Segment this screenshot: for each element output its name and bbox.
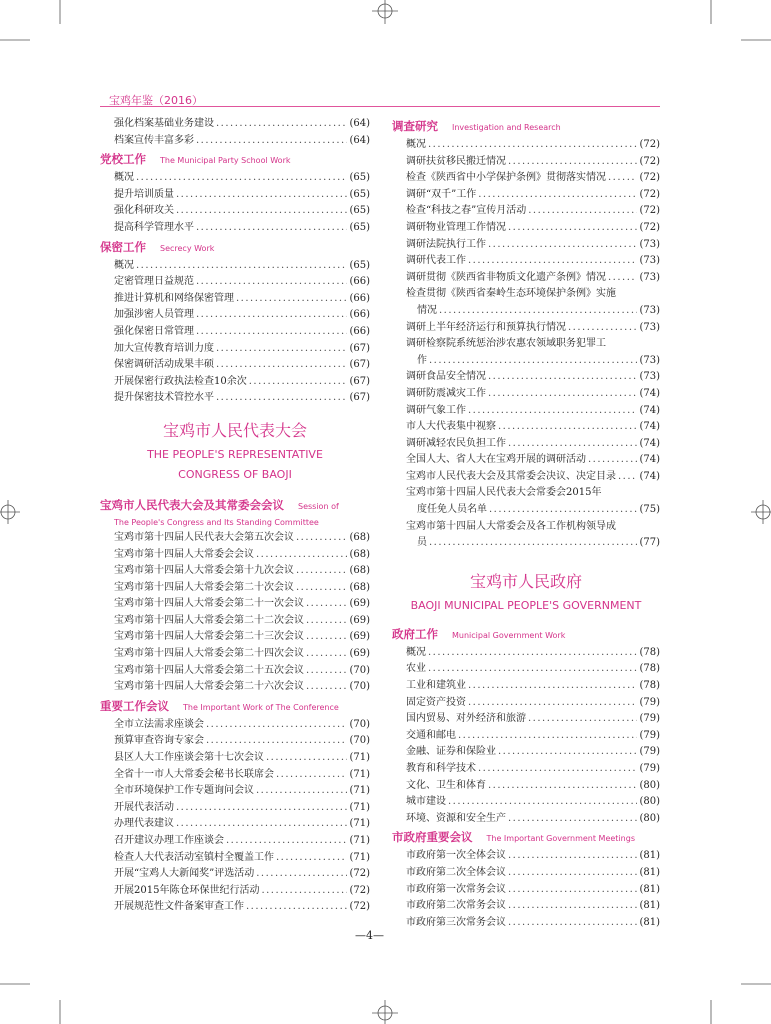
- toc-entry-wrapped[interactable]: 宝鸡市第十四届人大常委会及各工作机构领导成: [406, 520, 616, 532]
- toc-entry[interactable]: 宝鸡市第十四届人大常委会第十九次会议 ..... (68): [100, 563, 370, 580]
- toc-entry[interactable]: 金融、证券和保险业 ..... (79): [392, 744, 660, 761]
- running-header: 宝鸡年鉴（2016）: [109, 94, 203, 107]
- toc-entry[interactable]: 调研“双千”工作 ..... (72): [392, 187, 660, 204]
- toc-entry[interactable]: 宝鸡市第十四届人大常委会第二十三次会议 ..... (69): [100, 629, 370, 646]
- part-title-zh: 宝鸡市人民代表大会: [162, 420, 307, 440]
- toc-entry[interactable]: 城市建设 ..... (80): [392, 794, 660, 811]
- toc-entry[interactable]: 强化科研攻关 ..... (65): [100, 203, 370, 220]
- toc-entry[interactable]: 全省十一市人大常委会秘书长联席会 ..... (71): [100, 767, 370, 784]
- toc-entry[interactable]: 县区人大工作座谈会第十七次会议 ..... (71): [100, 750, 370, 767]
- toc-entry[interactable]: 市政府第二次常务会议 ..... (81): [392, 898, 660, 915]
- toc-entry[interactable]: 开展2015年陈仓环保世纪行活动 ..... (72): [100, 883, 370, 900]
- toc-entry[interactable]: 市政府第一次常务会议 ..... (81): [392, 882, 660, 899]
- toc-entry[interactable]: 市政府第三次常务会议 ..... (81): [392, 915, 660, 932]
- toc-entry[interactable]: 宝鸡市人民代表大会及其常委会决议、决定目录 ..... (74): [392, 469, 660, 486]
- toc-entry[interactable]: 检查人大代表活动室镇村全覆盖工作 ..... (71): [100, 850, 370, 867]
- section-heading[interactable]: 调查研究 Investigation and Research: [392, 119, 561, 133]
- page-number: —4—: [355, 929, 384, 942]
- toc-entry[interactable]: 宝鸡市第十四届人大常委会第二十一次会议 ..... (69): [100, 596, 370, 613]
- toc-entry[interactable]: 固定资产投资 ..... (79): [392, 695, 660, 712]
- toc-entry[interactable]: 调研物业管理工作情况 ..... (72): [392, 220, 660, 237]
- toc-entry[interactable]: 情况 ..... (73): [392, 303, 660, 320]
- part-title-en: BAOJI MUNICIPAL PEOPLE'S GOVERNMENT: [410, 598, 642, 612]
- toc-entry[interactable]: 开展代表活动 ..... (71): [100, 800, 370, 817]
- toc-entry[interactable]: 调研气象工作 ..... (74): [392, 403, 660, 420]
- toc-entry[interactable]: 检查《陕西省中小学保护条例》贯彻落实情况 ..... (72): [392, 170, 660, 187]
- toc-entry[interactable]: 开展规范性文件备案审查工作 ..... (72): [100, 899, 370, 916]
- toc-entry[interactable]: 提高科学管理水平 ..... (65): [100, 220, 370, 237]
- toc-entry[interactable]: 调研扶贫移民搬迁情况 ..... (72): [392, 154, 660, 171]
- toc-entry[interactable]: 宝鸡市第十四届人大常委会第二十五次会议 ..... (70): [100, 663, 370, 680]
- toc-entry[interactable]: 农业 ..... (78): [392, 661, 660, 678]
- toc-entry[interactable]: 调研上半年经济运行和预算执行情况 ..... (73): [392, 320, 660, 337]
- toc-entry[interactable]: 概况 ..... (72): [392, 137, 660, 154]
- section-heading[interactable]: 市政府重要会议 The Important Government Meetings: [392, 830, 635, 845]
- toc-entry[interactable]: 预算审查咨询专家会 ..... (70): [100, 733, 370, 750]
- toc-entry[interactable]: 宝鸡市第十四届人大常委会第二十六次会议 ..... (70): [100, 679, 370, 696]
- toc-entry[interactable]: 教育和科学技术 ..... (79): [392, 761, 660, 778]
- toc-entry[interactable]: 推进计算机和网络保密管理 ..... (66): [100, 291, 370, 308]
- toc-entry[interactable]: 检查“科技之春”宣传月活动 ..... (72): [392, 203, 660, 220]
- toc-entry[interactable]: 市人大代表集中视察 ..... (74): [392, 419, 660, 436]
- toc-entry[interactable]: 召开建议办理工作座谈会 ..... (71): [100, 833, 370, 850]
- section-heading[interactable]: 重要工作会议 The Important Work of The Conference: [100, 698, 339, 713]
- toc-entry[interactable]: 作 ..... (73): [392, 353, 660, 370]
- toc-entry[interactable]: 档案宣传丰富多彩 ..... (64): [100, 133, 370, 150]
- toc-entry-wrapped[interactable]: 宝鸡市第十四届人民代表大会常委会2015年: [406, 487, 602, 499]
- toc-entry[interactable]: 全市立法需求座谈会 ..... (70): [100, 717, 370, 734]
- toc-entry[interactable]: 调研防震减灾工作 ..... (74): [392, 386, 660, 403]
- toc-entry[interactable]: 开展“宝鸡人大新闻奖”评选活动 ..... (72): [100, 866, 370, 883]
- toc-entry[interactable]: 概况 ..... (65): [100, 258, 370, 275]
- toc-entry[interactable]: 加强涉密人员管理 ..... (66): [100, 307, 370, 324]
- part-title-en: CONGRESS OF BAOJI: [178, 467, 292, 481]
- toc-entry[interactable]: 调研代表工作 ..... (73): [392, 253, 660, 270]
- toc-entry[interactable]: 调研减轻农民负担工作 ..... (74): [392, 436, 660, 453]
- header-rule: [100, 106, 660, 107]
- toc-entry[interactable]: 定密管理日益规范 ..... (66): [100, 274, 370, 291]
- section-heading[interactable]: 宝鸡市人民代表大会及其常委会会议 Session of: [100, 497, 339, 512]
- toc-entry[interactable]: 调研食品安全情况 ..... (73): [392, 369, 660, 386]
- toc-entry-wrapped[interactable]: 检查贯彻《陕西省秦岭生态环境保护条例》实施: [406, 288, 616, 300]
- toc-entry[interactable]: 市政府第一次全体会议 ..... (81): [392, 848, 660, 865]
- toc-entry[interactable]: 概况 ..... (65): [100, 170, 370, 187]
- toc-entry[interactable]: 度任免人员名单 ..... (75): [392, 502, 660, 519]
- toc-entry[interactable]: 宝鸡市第十四届人大常委会会议 ..... (68): [100, 547, 370, 564]
- toc-entry[interactable]: 宝鸡市第十四届人大常委会第二十二次会议 ..... (69): [100, 613, 370, 630]
- toc-entry[interactable]: 强化档案基础业务建设 ..... (64): [100, 116, 370, 133]
- toc-entry[interactable]: 概况 ..... (78): [392, 645, 660, 662]
- toc-entry[interactable]: 全国人大、省人大在宝鸡开展的调研活动 ..... (74): [392, 452, 660, 469]
- toc-entry[interactable]: 国内贸易、对外经济和旅游 ..... (79): [392, 711, 660, 728]
- toc-entry[interactable]: 工业和建筑业 ..... (78): [392, 678, 660, 695]
- toc-entry-wrapped[interactable]: 调研检察院系统惩治涉农惠农领域职务犯罪工: [406, 338, 606, 350]
- left-column: [100, 116, 370, 916]
- toc-entry[interactable]: 市政府第二次全体会议 ..... (81): [392, 865, 660, 882]
- toc-entry[interactable]: 宝鸡市第十四届人大常委会第二十次会议 ..... (68): [100, 580, 370, 597]
- toc-entry[interactable]: 宝鸡市第十四届人大常委会第二十四次会议 ..... (69): [100, 646, 370, 663]
- section-heading[interactable]: 政府工作 Municipal Government Work: [392, 626, 566, 641]
- toc-entry[interactable]: 办理代表建议 ..... (71): [100, 816, 370, 833]
- toc-entry[interactable]: 调研贯彻《陕西省非物质文化遗产条例》情况 ..... (73): [392, 270, 660, 287]
- toc-entry[interactable]: 文化、卫生和体育 ..... (80): [392, 778, 660, 795]
- toc-entry[interactable]: 开展保密行政执法检查10余次 ..... (67): [100, 374, 370, 391]
- part-title-en: THE PEOPLE'S REPRESENTATIVE: [147, 447, 323, 461]
- toc-entry[interactable]: 调研法院执行工作 ..... (73): [392, 237, 660, 254]
- section-heading-en: The People's Congress and Its Standing Committee: [114, 517, 319, 527]
- toc-entry[interactable]: 加大宣传教育培训力度 ..... (67): [100, 341, 370, 358]
- toc-entry[interactable]: 提升保密技术管控水平 ..... (67): [100, 390, 370, 407]
- toc-entry[interactable]: 宝鸡市第十四届人民代表大会第五次会议 ..... (68): [100, 530, 370, 547]
- toc-entry[interactable]: 交通和邮电 ..... (79): [392, 728, 660, 745]
- section-heading[interactable]: 党校工作 The Municipal Party School Work: [100, 152, 291, 167]
- part-title-zh: 宝鸡市人民政府: [469, 571, 582, 591]
- right-column: [392, 116, 660, 931]
- toc-entry[interactable]: 员 ..... (77): [392, 535, 660, 552]
- toc-entry[interactable]: 全市环境保护工作专题询问会议 ..... (71): [100, 783, 370, 800]
- toc-entry[interactable]: 环境、资源和安全生产 ..... (80): [392, 811, 660, 828]
- toc-entry[interactable]: 提升培训质量 ..... (65): [100, 187, 370, 204]
- toc-entry[interactable]: 保密调研活动成果丰硕 ..... (67): [100, 357, 370, 374]
- section-heading[interactable]: 保密工作 Secrecy Work: [100, 239, 215, 254]
- toc-entry[interactable]: 强化保密日常管理 ..... (66): [100, 324, 370, 341]
